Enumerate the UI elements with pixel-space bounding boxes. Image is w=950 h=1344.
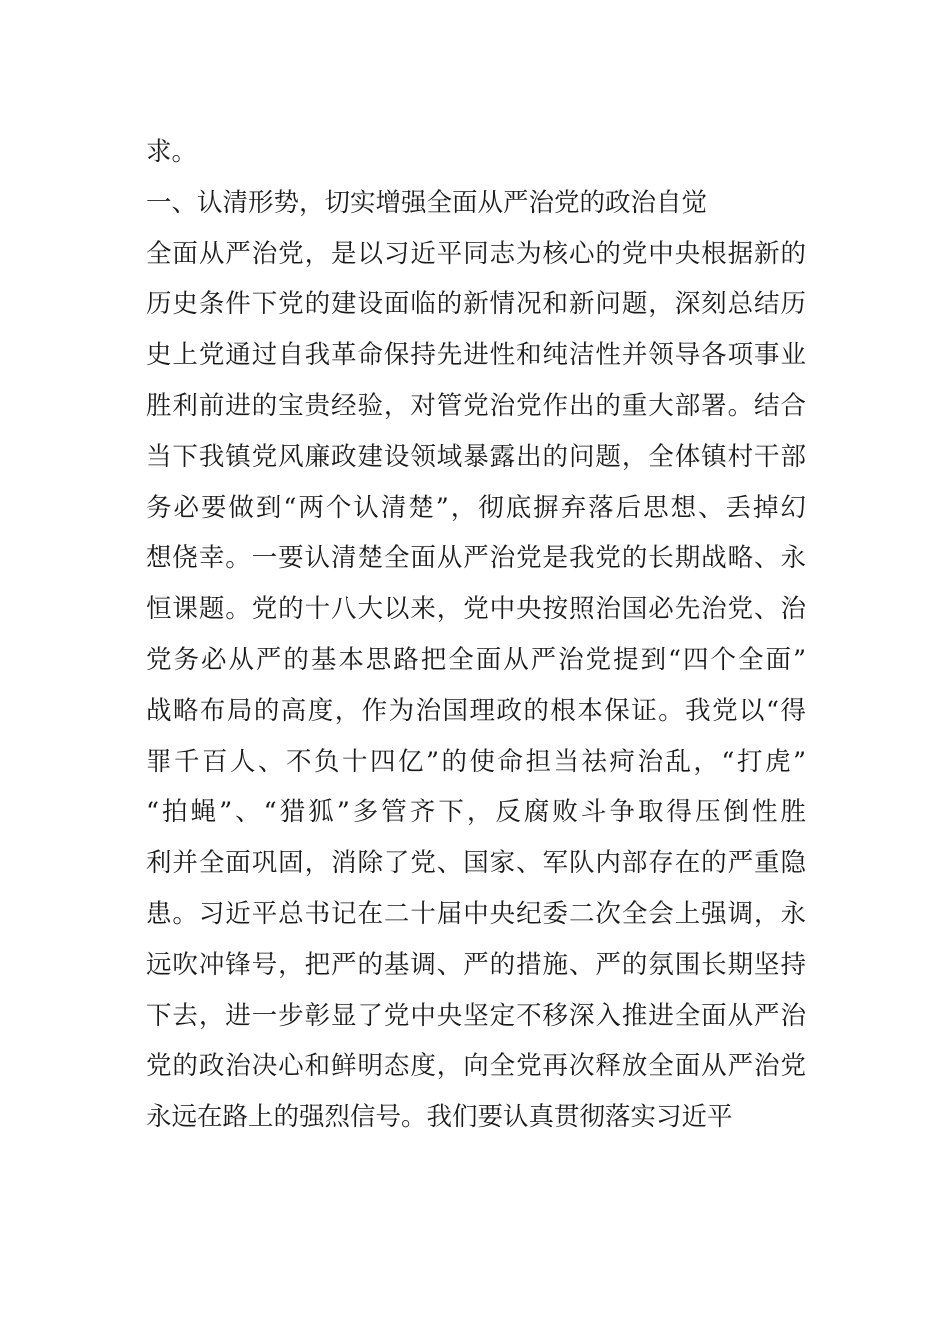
- text-line: 想侥幸。一要认清楚全面从严治党是我党的长期战略、永: [146, 543, 806, 574]
- text-line: 历史条件下党的建设面临的新情况和新问题，深刻总结历: [146, 289, 806, 320]
- text-line: 利并全面巩固，消除了党、国家、军队内部存在的严重隐: [146, 848, 806, 879]
- text-line: 下去，进一步彰显了党中央坚定不移深入推进全面从严治: [146, 1000, 806, 1031]
- text-line: 远吹冲锋号，把严的基调、严的措施、严的氛围长期坚持: [146, 949, 806, 980]
- text-line: 党的政治决心和鲜明态度，向全党再次释放全面从严治党: [146, 1051, 806, 1082]
- text-line: 当下我镇党风廉政建设领域暴露出的问题，全体镇村干部: [146, 441, 806, 472]
- text-line: 胜利前进的宝贵经验，对管党治党作出的重大部署。结合: [146, 390, 806, 421]
- text-line: 史上党通过自我革命保持先进性和纯洁性并领导各项事业: [146, 340, 806, 371]
- text-line-continuation: 求。: [146, 137, 198, 167]
- text-line: 患。习近平总书记在二十届中央纪委二次全会上强调，永: [146, 898, 806, 929]
- section-heading: 一、认清形势，切实增强全面从严治党的政治自觉: [146, 187, 708, 218]
- text-line: 恒课题。党的十八大以来，党中央按照治国必先治党、治: [146, 594, 806, 625]
- text-line: 罪千百人、不负十四亿”的使命担当祛疴治乱，“打虎”: [146, 746, 806, 777]
- text-line: 党务必从严的基本思路把全面从严治党提到“四个全面”: [146, 644, 806, 675]
- text-line: 战略布局的高度，作为治国理政的根本保证。我党以“得: [146, 695, 806, 726]
- text-line: 务必要做到“两个认清楚”，彻底摒弃落后思想、丢掉幻: [146, 492, 806, 523]
- text-line: 全面从严治党，是以习近平同志为核心的党中央根据新的: [146, 238, 806, 269]
- text-line: “拍蝇”、“猎狐”多管齐下，反腐败斗争取得压倒性胜: [146, 797, 806, 828]
- text-line-last: 永远在路上的强烈信号。我们要认真贯彻落实习近平: [146, 1102, 733, 1133]
- body-text: [146, 127, 806, 1143]
